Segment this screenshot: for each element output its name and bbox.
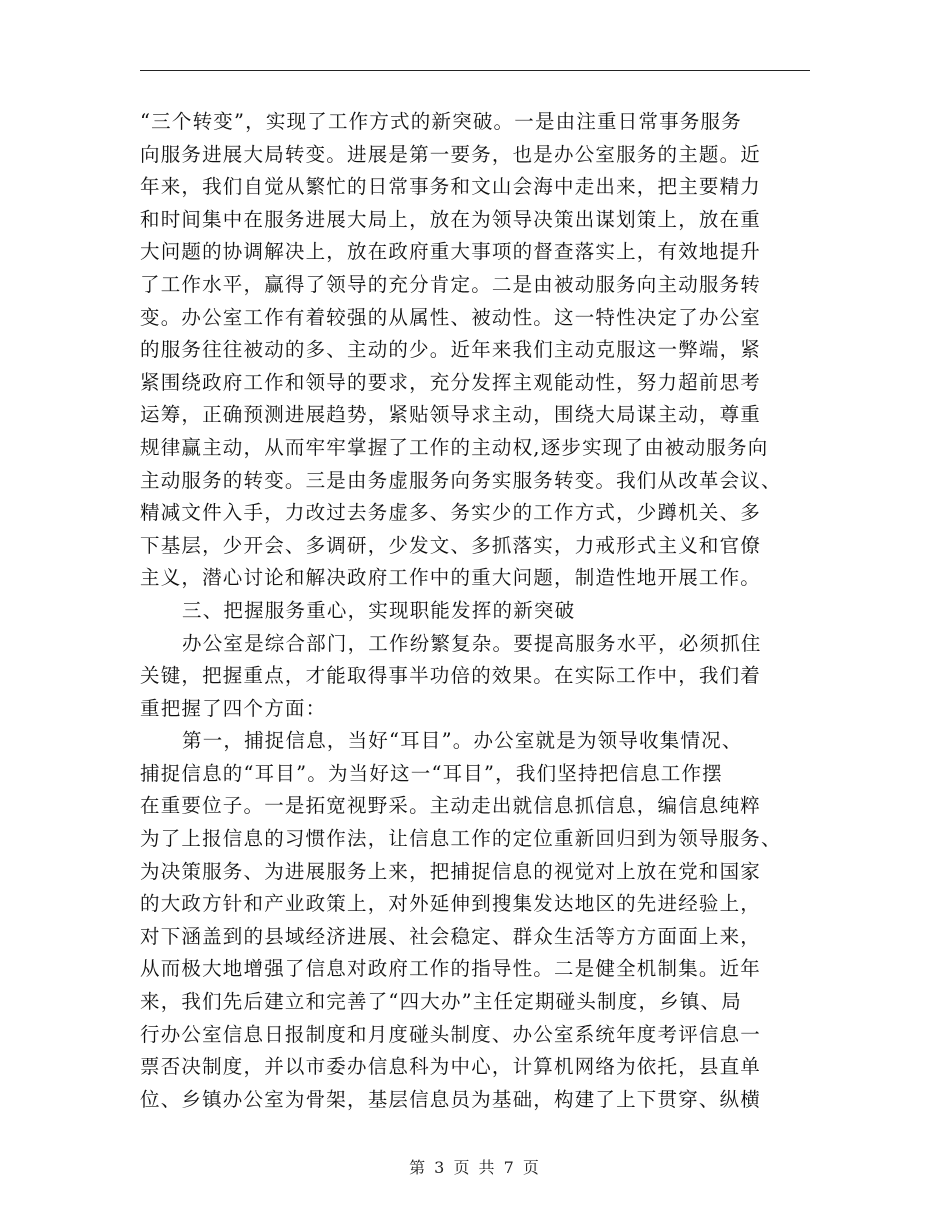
text-line: 向服务进展大局转变。进展是第一要务，也是办公室服务的主题。近: [140, 142, 762, 166]
text-line: 和时间集中在服务进展大局上，放在为领导决策出谋划策上，放在重: [140, 207, 762, 231]
text-line: 来，我们先后建立和完善了“四大办”主任定期碰头制度，乡镇、局: [140, 990, 742, 1014]
text-line: 的服务往往被动的多、主动的少。近年来我们主动克服这一弊端，紧: [140, 338, 762, 362]
text-line: 票否决制度，并以市委办信息科为中心，计算机网络为依托，县直单: [140, 1055, 762, 1079]
text-line: 大问题的协调解决上，放在政府重大事项的督查落实上，有效地提升: [140, 240, 762, 264]
text-line: 规律赢主动，从而牢牢掌握了工作的主动权,逐步实现了由被动服务向: [140, 435, 769, 459]
text-line: 从而极大地增强了信息对政府工作的指导性。二是健全机制集。近年: [140, 957, 762, 981]
text-line: 了工作水平，赢得了领导的充分肯定。二是由被动服务向主动服务转: [140, 272, 762, 296]
text-line: 的大政方针和产业政策上，对外延伸到搜集发达地区的先进经验上，: [140, 892, 762, 916]
text-line: 紧围绕政府工作和领导的要求，充分发挥主观能动性，努力超前思考: [140, 370, 762, 394]
text-line: 第一，捕捉信息，当好“耳目”。办公室就是为领导收集情况、: [182, 729, 743, 753]
text-line: 变。办公室工作有着较强的从属性、被动性。这一特性决定了办公室: [140, 305, 762, 329]
text-line: 位、乡镇办公室为骨架，基层信息员为基础，构建了上下贯穿、纵横: [140, 1087, 762, 1111]
text-line: 对下涵盖到的县域经济进展、社会稳定、群众生活等方方面面上来，: [140, 924, 762, 948]
text-line: 关键，把握重点，才能取得事半功倍的效果。在实际工作中，我们着: [140, 664, 762, 688]
text-line: 行办公室信息日报制度和月度碰头制度、办公室系统年度考评信息一: [140, 1022, 762, 1046]
text-line: 主动服务的转变。三是由务虚服务向务实服务转变。我们从改革会议、: [140, 468, 782, 492]
text-line: 年来，我们自觉从繁忙的日常事务和文山会海中走出来，把主要精力: [140, 175, 762, 199]
text-line: 在重要位子。一是拓宽视野采。主动走出就信息抓信息，编信息纯粹: [140, 794, 762, 818]
document-body: [140, 106, 816, 1116]
text-line: 为了上报信息的习惯作法，让信息工作的定位重新回归到为领导服务、: [140, 827, 782, 851]
text-line: 办公室是综合部门，工作纷繁复杂。要提高服务水平，必须抓住: [182, 631, 762, 655]
text-line: 精减文件入手，力改过去务虚多、务实少的工作方式，少蹲机关、多: [140, 501, 762, 525]
text-line: “三个转变”，实现了工作方式的新突破。一是由注重日常事务服务: [140, 110, 742, 133]
text-line: 主义，潜心讨论和解决政府工作中的重大问题，制造性地开展工作。: [140, 566, 762, 590]
text-line: 下基层，少开会、多调研，少发文、多抓落实，力戒形式主义和官僚: [140, 533, 762, 557]
header-rule: [140, 70, 810, 71]
section-heading: 三、把握服务重心，实现职能发挥的新突破: [182, 598, 576, 622]
text-line: 运筹，正确预测进展趋势，紧贴领导求主动，围绕大局谋主动，尊重: [140, 403, 762, 427]
text-line: 为决策服务、为进展服务上来，把捕捉信息的视觉对上放在党和国家: [140, 859, 762, 883]
text-line: 重把握了四个方面：: [140, 696, 327, 720]
page-footer: 第 3 页 共 7 页: [409, 1158, 541, 1177]
text-line: 捕捉信息的“耳目”。为当好这一“耳目”，我们坚持把信息工作摆: [140, 761, 723, 785]
